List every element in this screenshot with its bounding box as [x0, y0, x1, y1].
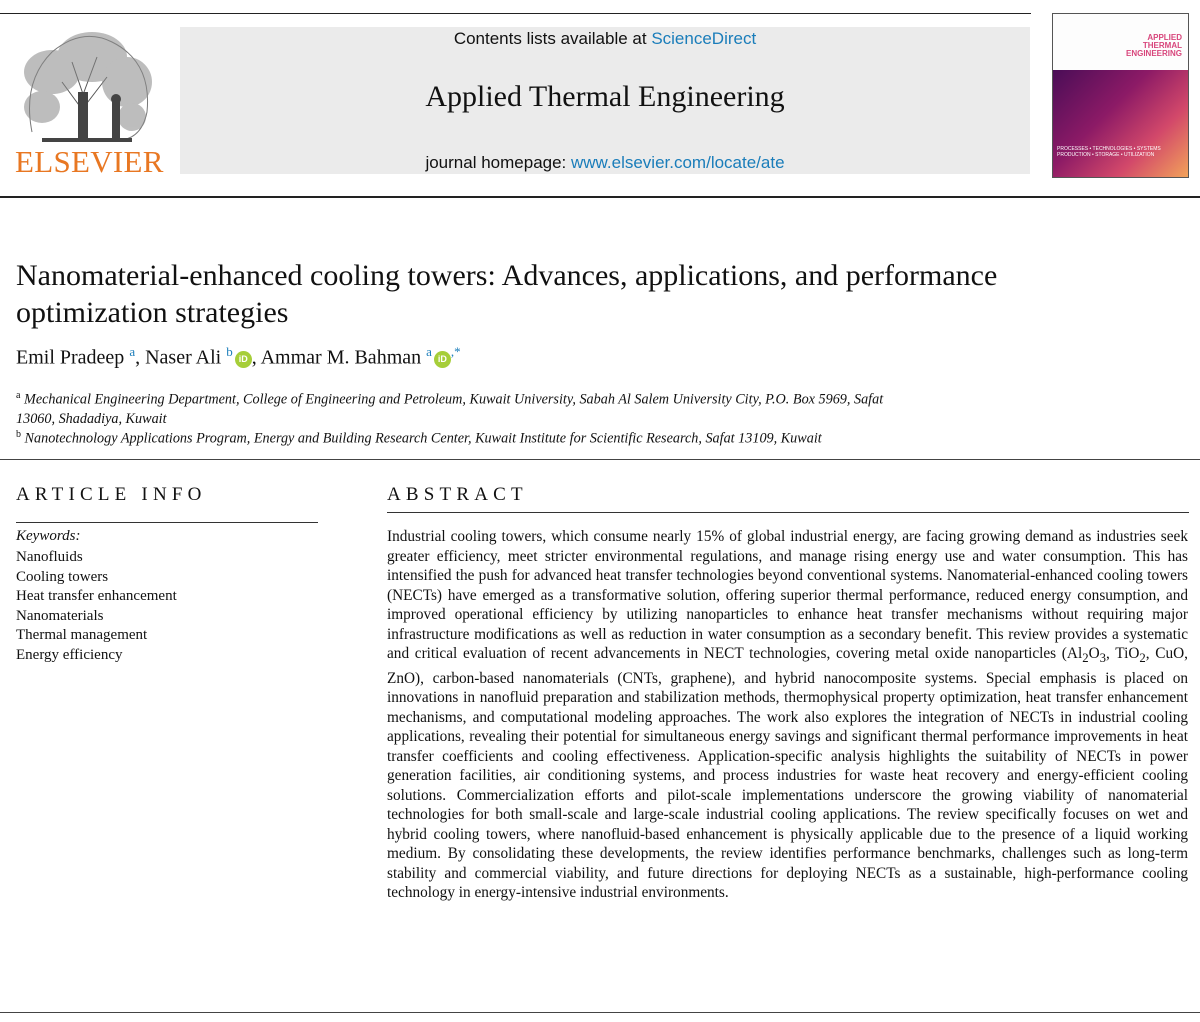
keyword-item: Cooling towers	[16, 568, 109, 585]
keywords-label: Keywords:	[16, 528, 81, 544]
contents-line	[180, 29, 1030, 49]
affiliation-b	[16, 425, 916, 449]
orcid-icon[interactable]: iD	[434, 351, 451, 368]
sciencedirect-link[interactable]: ScienceDirect	[651, 29, 757, 48]
article-info-heading: ARTICLE INFO	[16, 484, 207, 505]
section-rule	[0, 459, 1200, 460]
header-top-rule	[0, 13, 1031, 14]
keyword-item: Heat transfer enhancement	[16, 588, 177, 604]
header-bottom-rule	[0, 196, 1200, 198]
subscript: 2	[1139, 651, 1146, 666]
orcid-icon[interactable]: iD	[235, 351, 252, 368]
subscript: 2	[1082, 651, 1089, 666]
paper-title: Nanomaterial-enhanced cooling towers: Advances, applications, and performance optimization strategies	[16, 259, 998, 329]
journal-cover-image[interactable]	[1052, 13, 1189, 178]
corresponding-author-marker[interactable]: *	[454, 344, 461, 359]
abstract-part: Industrial cooling towers, which consume nearly 15% of global industrial energy, are facing growing demand as industries seek greater efficiency, meet stricter environmental regulations, and manage rising energy use and water consumption. This has intensified the push for advanced heat transfer technologies beyond conventional systems. Nanomaterial-enhanced cooling towers (NECTs) have emerged as a transformative solution, offering superior thermal performance, reduced energy consumption, and improved operational efficiency by utilizing nanoparticles to enhance heat transfer mechanisms without requiring major infrastructure modifications as well as reduction in water consumption as a secondary benefit. This review provides a systematic and critical evaluation of recent advancements in NECT technologies, covering metal oxide nanoparticles (Al	[387, 528, 1188, 662]
article-info-rule	[16, 522, 318, 523]
cover-title	[1126, 34, 1182, 58]
journal-title[interactable]: Applied Thermal Engineering	[425, 80, 785, 113]
author-name[interactable]: Ammar M. Bahman	[260, 346, 422, 369]
journal-homepage-link[interactable]: www.elsevier.com/locate/ate	[571, 153, 785, 172]
author-name[interactable]: Naser Ali	[145, 346, 222, 369]
homepage-prefix: journal homepage:	[425, 153, 571, 172]
keyword-item: Nanomaterials	[16, 607, 104, 624]
cover-title-line-2: THERMAL	[1142, 41, 1182, 50]
author-separator: ,	[135, 346, 146, 369]
homepage-line	[180, 153, 1030, 173]
subscript: 3	[1099, 651, 1107, 666]
abstract-text	[387, 527, 1188, 903]
author-affil-marker[interactable]: b	[226, 344, 233, 359]
abstract-part: , CuO, ZnO), carbon-based nanomaterials (CNTs, graphene), and hybrid nanocomposite systems. Special emphasis is placed on innovations in nanofluid preparation and stabilization methods, thermophysical property optimization, heat transfer enhancement mechanisms, and computational modeling approaches. The work also explores the integration of NECTs in industrial cooling applications, revealing their potential for simultaneous energy savings and significant thermal performance improvements in heat transfer coefficients and cooling effectiveness. Application-specific analysis highlights the suitability of NECTs in power generation facilities, air conditioning systems, and process industries for waste heat recovery and energy-efficient cooling solutions. Commercialization efforts and pilot-scale implementations underscore the growing viability of nanomaterial technologies for both small-scale and large-scale industrial cooling applications. The review specifically focuses on wet and hybrid cooling towers, where nanofluid-based enhancement is physically applicable due to the presence of a liquid working medium. By consolidating these developments, the review identifies performance benchmarks, challenges such as long-term stability and commercial viability, and future directions for deploying NECTs as a sustainable, high-performance cooling technology in energy-intensive industrial environments.	[387, 645, 1188, 902]
abstract-rule	[387, 512, 1189, 513]
cover-title-line-3: ENGINEERING	[1125, 49, 1182, 58]
contents-prefix: Contents lists available at	[453, 29, 652, 48]
cover-artwork	[1053, 70, 1188, 177]
elsevier-wordmark: ELSEVIER	[15, 144, 164, 179]
corresponding-sep: ,	[450, 344, 455, 359]
abstract-part: O	[1088, 645, 1100, 662]
author-affil-marker[interactable]: a	[426, 344, 432, 359]
footer-rule	[0, 1012, 1200, 1013]
author-affil-marker[interactable]: a	[129, 344, 136, 359]
abstract-part: , TiO	[1106, 645, 1140, 662]
author-list	[16, 344, 461, 370]
keyword-item: Thermal management	[16, 627, 148, 643]
cover-title-line-1: APPLIED	[1147, 33, 1182, 42]
keyword-item: Nanofluids	[16, 549, 83, 565]
affiliation-marker: b	[16, 429, 21, 440]
keyword-list	[16, 548, 177, 665]
keyword-item: Energy efficiency	[16, 646, 123, 663]
affiliation-a	[16, 386, 896, 429]
author-separator: ,	[251, 346, 261, 369]
author-name[interactable]: Emil Pradeep	[16, 346, 125, 369]
affiliation-text: Mechanical Engineering Department, College of Engineering and Petroleum, Kuwait University, Sabah Al Salem University City, P.O. Box 5969, Safat 13060, Shadadiya, Kuwait	[16, 391, 884, 427]
cover-footer-text: PROCESSES • TECHNOLOGIES • SYSTEMS PRODUCTION • STORAGE • UTILIZATION	[1057, 146, 1161, 158]
abstract-heading: ABSTRACT	[387, 484, 528, 505]
affiliation-text: Nanotechnology Applications Program, Energy and Building Research Center, Kuwait Institute for Scientific Research, Safat 13109, Kuwait	[24, 430, 822, 447]
affiliation-marker: a	[16, 390, 21, 401]
